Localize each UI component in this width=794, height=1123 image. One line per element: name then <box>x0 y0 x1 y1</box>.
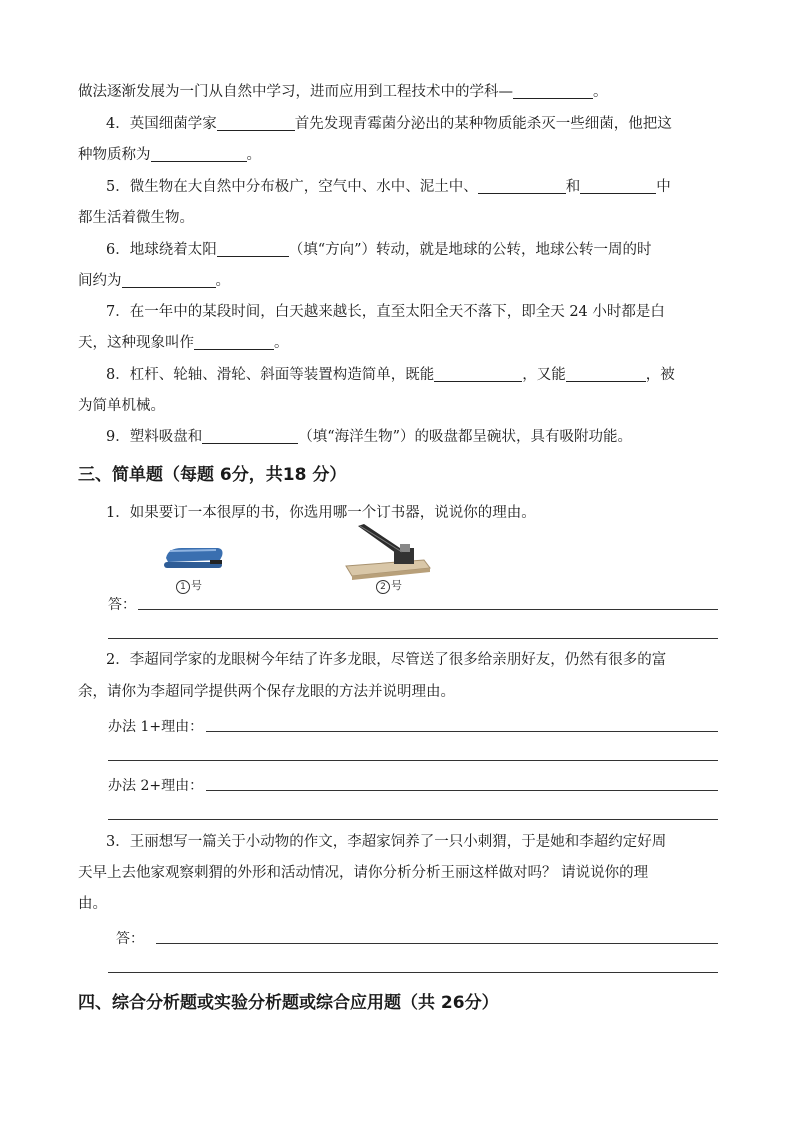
s3-q2-method1-line-1[interactable] <box>206 731 718 732</box>
s3-q1-answer-line-1[interactable] <box>138 609 718 610</box>
section-4-title: 四、综合分析题或实验分析题或综合应用题（共 26分） <box>78 993 499 1013</box>
blank-q8-b[interactable] <box>566 367 646 382</box>
blank-q3[interactable] <box>513 84 593 99</box>
q9-line1: 9．塑料吸盘和 （填“海洋生物”）的吸盘都呈碗状，具有吸附功能。 <box>106 429 633 445</box>
q5-line1: 5．微生物在大自然中分布极广，空气中、水中、泥土中、 和 中 <box>106 179 671 195</box>
s3-q1-text: 1．如果要订一本很厚的书，你选用哪一个订书器，说说你的理由。 <box>106 505 536 521</box>
blank-q7[interactable] <box>194 335 274 350</box>
s3-q1-answer-label: 答： <box>108 597 136 613</box>
s3-q2-line1: 2．李超同学家的龙眼树今年结了许多龙眼，尽管送了很多给亲朋好友，仍然有很多的富 <box>106 652 667 668</box>
s3-q2-line2: 余，请你为李超同学提供两个保存龙眼的方法并说明理由。 <box>78 684 455 700</box>
blank-q6-direction[interactable] <box>217 242 289 257</box>
s3-q3-line2: 天早上去他家观察刺猬的外形和活动情况，请你分析分析王丽这样做对吗？ 请说说你的理 <box>78 865 649 881</box>
s3-q3-answer-line-1[interactable] <box>156 943 718 944</box>
q4-line1: 4．英国细菌学家 首先发现青霉菌分泌出的某种物质能杀灭一些细菌，他把这 <box>106 116 672 132</box>
blank-q5-a[interactable] <box>478 179 566 194</box>
s3-q2-method1-line-2[interactable] <box>108 760 718 761</box>
section-3-title: 三、简单题（每题 6分，共18 分） <box>78 465 347 485</box>
s3-q2-method2-label: 办法 2+理由： <box>108 778 204 794</box>
s3-q3-answer-line-2[interactable] <box>108 972 718 973</box>
s3-q2-method2-line-1[interactable] <box>206 790 718 791</box>
q8-line1: 8．杠杆、轮轴、滑轮、斜面等装置构造简单，既能 ，又能 ，被 <box>106 367 675 383</box>
s3-q3-answer-label: 答： <box>116 931 144 947</box>
s3-q2-method2-line-2[interactable] <box>108 819 718 820</box>
stapler-1-image <box>160 540 226 574</box>
q5-line2: 都生活着微生物。 <box>78 210 194 226</box>
q6-line1: 6．地球绕着太阳 （填“方向”）转动，就是地球的公转，地球公转一周的时 <box>106 242 652 258</box>
blank-q6-period[interactable] <box>122 273 216 288</box>
blank-q4-substance[interactable] <box>151 147 247 162</box>
blank-q4-scientist[interactable] <box>217 116 295 131</box>
blank-q9[interactable] <box>202 429 298 444</box>
s3-q3-line3: 由。 <box>78 896 107 912</box>
stapler-1-caption: 1 号 <box>176 577 202 594</box>
blank-q5-b[interactable] <box>580 179 656 194</box>
s3-q1-answer-line-2[interactable] <box>108 638 718 639</box>
q6-line2: 间约为 。 <box>78 273 230 289</box>
stapler-2-caption: 2 号 <box>376 577 402 594</box>
q7-line2: 天，这种现象叫作 。 <box>78 335 289 351</box>
stapler-2-image <box>340 522 432 580</box>
s3-q2-method1-label: 办法 1+理由： <box>108 719 204 735</box>
q8-line2: 为简单机械。 <box>78 398 165 414</box>
q3-tail-line: 做法逐渐发展为一门从自然中学习，进而应用到工程技术中的学科— 。 <box>78 84 608 100</box>
s3-q3-line1: 3．王丽想写一篇关于小动物的作文，李超家饲养了一只小刺猬，于是她和李超约定好周 <box>106 834 667 850</box>
blank-q8-a[interactable] <box>434 367 522 382</box>
q4-line2: 种物质称为 。 <box>78 147 261 163</box>
q7-line1: 7．在一年中的某段时间，白天越来越长，直至太阳全天不落下，即全天 24 小时都是白 <box>106 304 665 320</box>
